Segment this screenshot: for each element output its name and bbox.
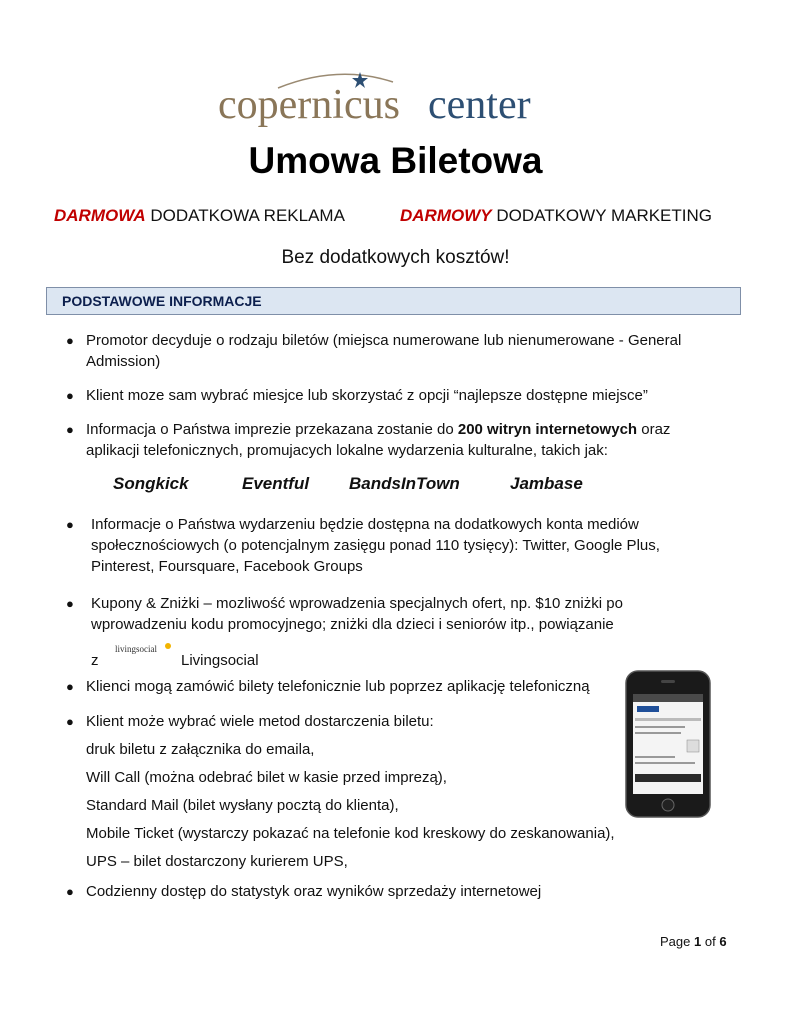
page-word: Page	[660, 934, 691, 949]
list-item: Klient moze sam wybrać miesjce lub skorzystać z opcji “najlepsze dostępne miejsce”	[86, 387, 648, 404]
bullet-icon: ●	[66, 333, 74, 348]
list-item-line	[86, 419, 670, 440]
smartphone-image	[625, 670, 711, 818]
page-number	[660, 934, 727, 949]
bullet-icon: ●	[66, 388, 74, 403]
svg-text:livingsocial: livingsocial	[115, 644, 157, 654]
bullet-icon: ●	[66, 679, 74, 694]
promo-2-highlight: DARMOWY	[400, 206, 492, 225]
promo-2-text: DODATKOWY MARKETING	[496, 206, 713, 225]
delivery-option: Will Call (można odebrać bilet w kasie przed imprezą),	[86, 769, 447, 786]
subtitle: Bez dodatkowych kosztów!	[281, 247, 510, 268]
logo-word-center: center	[428, 82, 531, 128]
bullet-icon: ●	[66, 422, 74, 437]
list-item-line: Admission)	[86, 353, 161, 370]
list-item-line: aplikacji telefonicznych, promujacych lokalne wydarzenia kulturalne, takich jak:	[86, 442, 608, 459]
bullet-icon: ●	[66, 517, 74, 532]
bullet-icon: ●	[66, 596, 74, 611]
list-item-line: Kupony & Zniżki – mozliwość wprowadzenia specjalnych ofert, np. $10 zniżki po	[91, 595, 623, 612]
promo-1-text: DODATKOWA REKLAMA	[150, 206, 345, 225]
delivery-option: Standard Mail (bilet wysłany pocztą do klienta),	[86, 797, 399, 814]
promo-1-highlight: DARMOWA	[54, 206, 146, 225]
logo-word-copernicus: copernicus	[218, 82, 400, 128]
livingsocial-label: Livingsocial	[181, 652, 259, 669]
list-item: Klient może wybrać wiele metod dostarczenia biletu:	[86, 713, 434, 730]
list-item-line: Promotor decyduje o rodzaju biletów (miejsca numerowane lub nienumerowane - General	[86, 332, 682, 349]
site-jambase: Jambase	[510, 474, 583, 493]
site-songkick: Songkick	[113, 474, 189, 493]
page-current: 1	[694, 934, 702, 949]
list-item	[86, 419, 670, 461]
promo-free-marketing	[400, 206, 712, 226]
section-header	[46, 287, 741, 315]
list-item-line: Informacje o Państwa wydarzeniu będzie dostępna na dodatkowych konta mediów	[91, 516, 639, 533]
section-title: PODSTAWOWE INFORMACJE	[62, 293, 262, 309]
site-bandsintown: BandsInTown	[349, 474, 460, 493]
of-word: of	[704, 934, 716, 949]
delivery-option: druk biletu z załącznika do emaila,	[86, 741, 315, 758]
list-item-line: Pinterest, Foursquare, Facebook Groups	[91, 558, 363, 575]
promo-free-advertising	[54, 206, 345, 226]
site-eventful: Eventful	[242, 474, 310, 493]
list-item-line: wprowadzeniu kodu promocyjnego; zniżki dla dzieci i seniorów itp., powiązanie	[91, 616, 614, 633]
delivery-option: UPS – bilet dostarczony kurierem UPS,	[86, 853, 348, 870]
text-run: oraz	[637, 421, 671, 438]
list-item-prefix: z	[91, 652, 99, 669]
list-item	[86, 330, 681, 372]
copernicus-center-logo	[218, 66, 563, 136]
bullet-icon: ●	[66, 714, 74, 729]
list-item: Klienci mogą zamówić bilety telefonicznie lub poprzez aplikację telefoniczną	[86, 678, 590, 695]
text-run: Informacja o Państwa imprezie przekazana zostanie do	[86, 421, 458, 438]
page-total: 6	[719, 934, 727, 949]
livingsocial-logo	[115, 640, 173, 660]
list-item	[91, 514, 660, 577]
list-item-line: społecznościowych (o potencjalnym zasięgu ponad 110 tysięcy): Twitter, Google Plus,	[91, 537, 660, 554]
page-title: Umowa Biletowa	[248, 140, 543, 181]
text-run-bold: 200 witryn internetowych	[457, 421, 638, 438]
list-item	[91, 593, 623, 635]
list-item: Codzienny dostęp do statystyk oraz wyników sprzedaży internetowej	[86, 883, 542, 900]
delivery-option: Mobile Ticket (wystarczy pokazać na telefonie kod kreskowy do zeskanowania),	[86, 825, 615, 842]
bullet-icon: ●	[66, 884, 74, 899]
